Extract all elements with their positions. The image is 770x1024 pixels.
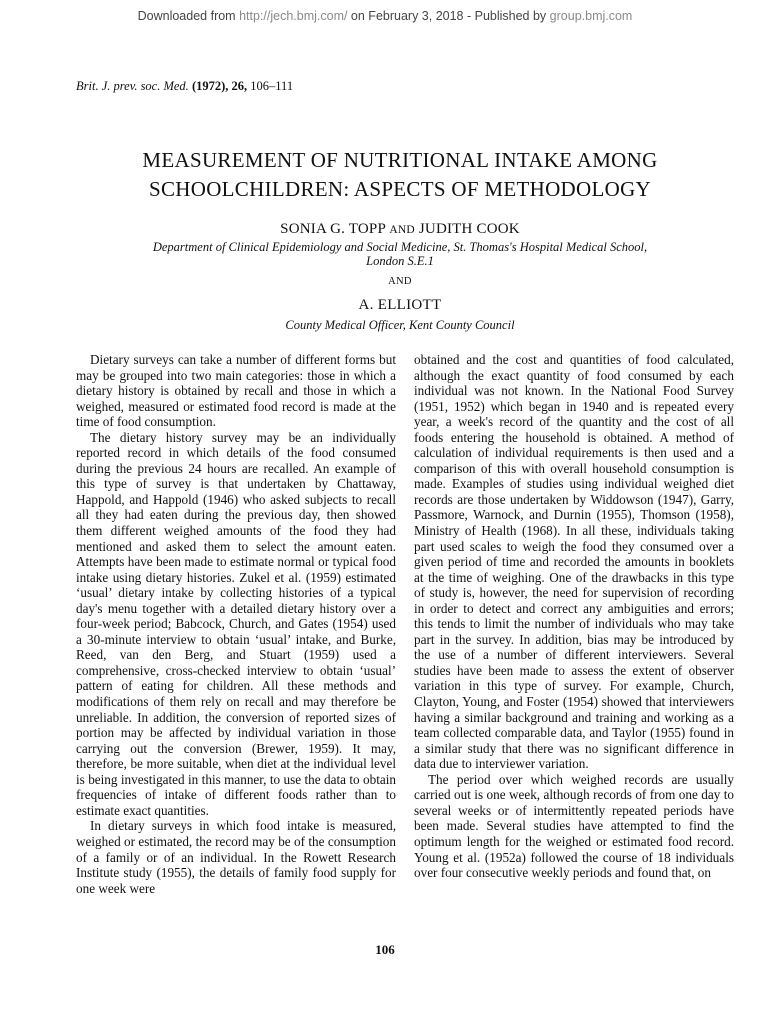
title-line-2: SCHOOLCHILDREN: ASPECTS OF METHODOLOGY [148, 177, 652, 201]
banner-middle: on February 3, 2018 - Published by [347, 9, 550, 23]
article-title [60, 146, 740, 204]
right-paragraph-2: The period over which weighed records are usually carried out is one week, although records of from one day to several weeks or of intermittently repeated periods have been made. Several studies have attempted to find the optimum length for the weighed or estimated food record. Young et al. (1952a) followed the course of 18 individuals over four consecutive weekly periods and found that, on [414, 771, 734, 881]
right-paragraph-1: obtained and the cost and quantities of food calculated, although the exact quantity of food consumed by each individual was not known. In the National Food Survey (1951, 1952) which began in 1940 and is repeated every year, a week's record of the quantity and the cost of all foods entering the household is obtained. A method of calculation of individual requirements is then used and a comparison of this with overall household consumption is made. Examples of studies using individual weighed diet records are those undertaken by Widdowson (1947), Garry, Passmore, Warnock, and Durnin (1955), Thomson (1958), Ministry of Health (1968). In all these, individuals taking part used scales to weigh the food they consumed over a given period of time and recorded the amounts in booklets at the time of weighing. One of the drawbacks in this type of study is, however, the need for supervision of recording in order to detect and correct any ambiguities and errors; this tends to limit the number of individuals who may take part in the survey. In addition, bias may be introduced by the use of a number of different interviewers. Several studies have been made to assess the extent of observer variation in this type of survey. For example, Church, Clayton, Young, and Foster (1954) showed that interviewers having a similar background and training and working as a team collected comparable data, and Taylor (1955) found in a similar study that there was no significant difference in data due to interviewer variation. [414, 352, 734, 772]
author-elliott: A. ELLIOTT [358, 297, 442, 313]
jech-link[interactable]: http://jech.bmj.com/ [239, 9, 348, 23]
journal-name: Brit. J. prev. soc. Med. [76, 79, 189, 93]
journal-citation [76, 79, 293, 94]
author-topp: SONIA G. TOPP [280, 221, 386, 237]
group-bmj-link[interactable]: group.bmj.com [549, 9, 633, 23]
left-paragraph-2: The dietary history survey may be an individually reported record in which details of the food consumed during the previous 24 hours are recalled. An example of this type of survey is that undertaken by Chattaway, Happold, and Happold (1946) who asked subjects to recall all they had eaten during the previous day, then showed them different weighed amounts of the food they had mentioned and asked them to select the amount eaten. Attempts have been made to estimate normal or typical food intake using dietary histories. Zukel et al. (1959) estimated ‘usual’ dietary intake by collecting histories of a typical day's menu together with a detailed dietary history over a four-week period; Babcock, Church, and Gates (1954) used a 30-minute interview to obtain ‘usual’ intake, and Burke, Reed, van den Berg, and Stuart (1959) used a comprehensive, cross-checked interview to obtain ‘usual’ pattern of eating for children. All these methods and modifications of them rely on recall and may therefore be unreliable. In addition, the conversion of reported sizes of portion may be affected by individual variation in those carrying out the conversion (Brewer, 1959). It may, therefore, be more suitable, when diet at the individual level is being investigated in this manner, to use the data to obtain frequencies of intake of different foods rather than to estimate exact quantities. [76, 429, 396, 818]
download-banner [0, 9, 770, 23]
author-line [60, 221, 740, 238]
and-separator: AND [388, 276, 412, 287]
elliott-affiliation: County Medical Officer, Kent County Council [285, 318, 515, 332]
left-paragraph-1: Dietary surveys can take a number of different forms but may be grouped into two main categories: those in which a dietary history is obtained by recall and those in which a weighed, measured or estimated food record is made at the time of food consumption. [76, 352, 396, 430]
right-column [414, 352, 734, 881]
citation-year: (1972), [191, 79, 229, 93]
author-and: AND [389, 224, 415, 236]
citation-pages: 106–111 [250, 79, 294, 93]
banner-prefix: Downloaded from [137, 9, 240, 23]
author-cook: JUDITH COOK [418, 221, 520, 237]
title-line-1: MEASUREMENT OF NUTRITIONAL INTAKE AMONG [142, 148, 658, 172]
author-affiliation [60, 240, 740, 268]
page-number: 106 [375, 942, 395, 957]
left-column [76, 352, 396, 896]
affiliation-line-1: Department of Clinical Epidemiology and Social Medicine, St. Thomas's Hospital Medical School, [152, 240, 648, 254]
affiliation-line-2: London S.E.1 [366, 254, 434, 268]
left-paragraph-3: In dietary surveys in which food intake is measured, weighed or estimated, the record may be of the consumption of a family or of an individual. In the Rowett Research Institute study (1955), the details of family food supply for one week were [76, 818, 396, 896]
citation-volume: 26, [231, 79, 248, 93]
